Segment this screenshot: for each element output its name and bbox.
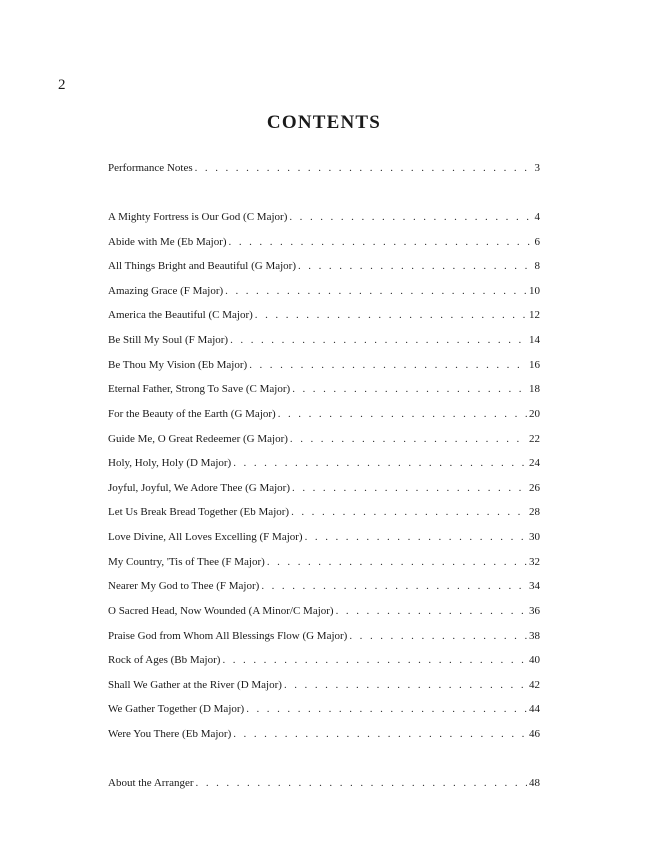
- toc-entry: [108, 333, 540, 347]
- toc-entry-title: My Country, 'Tis of Thee (F Major): [108, 555, 265, 568]
- toc-entry-page: 34: [529, 580, 540, 593]
- toc-entry-page: 18: [529, 383, 540, 396]
- dot-leader: [195, 161, 533, 175]
- toc-entry-title: All Things Bright and Beautiful (G Major): [108, 260, 296, 273]
- toc-entry: [108, 505, 540, 519]
- dot-leader: [336, 604, 527, 618]
- toc-entry-title: About the Arranger: [108, 777, 194, 789]
- toc-entry-title: Joyful, Joyful, We Adore Thee (G Major): [108, 481, 291, 494]
- toc-entry-page: 10: [529, 284, 540, 297]
- toc-entry-page: 6: [534, 235, 540, 248]
- dot-leader: [233, 727, 527, 741]
- toc-entry: [108, 161, 540, 175]
- toc-entry: [108, 776, 540, 790]
- toc-entry-title: Amazing Grace (F Major): [108, 284, 224, 297]
- dot-leader: [255, 308, 527, 322]
- toc-entry-page: 24: [529, 457, 540, 470]
- toc-entry: [108, 727, 540, 741]
- toc-entry: [108, 456, 540, 470]
- toc-entry-title: We Gather Together (D Major): [108, 703, 245, 716]
- toc-entry-page: 8: [534, 260, 540, 273]
- toc-entry-title: A Mighty Fortress is Our God (C Major): [108, 211, 288, 223]
- toc-entry-title: O Sacred Head, Now Wounded (A Minor/C Major): [108, 604, 334, 617]
- toc-entry-title: Love Divine, All Loves Excelling (F Major): [108, 531, 303, 544]
- toc-entry-title: America the Beautiful (C Major): [108, 309, 253, 322]
- toc-entry: [108, 579, 540, 593]
- dot-leader: [246, 702, 527, 716]
- toc-entry-page: 28: [529, 506, 540, 519]
- dot-leader: [298, 259, 533, 273]
- toc-entry: [108, 530, 540, 544]
- toc-entry-page: 14: [529, 334, 540, 347]
- toc-entry-title: Nearer My God to Thee (F Major): [108, 580, 260, 593]
- toc-entry: [108, 481, 540, 495]
- dot-leader: [349, 629, 527, 643]
- toc-entry-title: Abide with Me (Eb Major): [108, 235, 227, 248]
- toc-entry-page: 22: [529, 432, 540, 445]
- dot-leader: [284, 678, 527, 692]
- dot-leader: [291, 505, 527, 519]
- toc-entry: [108, 284, 540, 298]
- toc-entry: [108, 678, 540, 692]
- toc-entry-page: 46: [529, 728, 540, 741]
- toc-entry-page: 26: [529, 481, 540, 494]
- dot-leader: [225, 284, 527, 298]
- toc-entry-page: 38: [529, 629, 540, 642]
- page-title: CONTENTS: [266, 112, 382, 133]
- toc-entry-title: Shall We Gather at the River (D Major): [108, 678, 282, 691]
- toc-entry-page: 36: [529, 604, 540, 617]
- dot-leader: [196, 776, 527, 790]
- toc-entry-page: 32: [529, 555, 540, 568]
- page-number: 2: [58, 77, 66, 93]
- toc-entry: [108, 210, 540, 224]
- toc-entry: [108, 407, 540, 421]
- dot-leader: [261, 579, 527, 593]
- dot-leader: [292, 481, 527, 495]
- toc-entry-title: Guide Me, O Great Redeemer (G Major): [108, 432, 288, 445]
- toc-entry-page: 12: [529, 309, 540, 322]
- toc-entry-title: Performance Notes: [108, 162, 193, 174]
- toc-entry: [108, 555, 540, 569]
- toc-entry-page: 48: [529, 777, 540, 789]
- dot-leader: [292, 382, 527, 396]
- toc-entry-title: Eternal Father, Strong To Save (C Major): [108, 383, 291, 396]
- toc-entry-title: Praise God from Whom All Blessings Flow (G Major): [108, 629, 348, 642]
- toc-entry-title: Were You There (Eb Major): [108, 728, 232, 741]
- toc-entry-page: 20: [529, 407, 540, 420]
- toc-entry-page: 44: [529, 703, 540, 716]
- dot-leader: [230, 333, 527, 347]
- dot-leader: [289, 210, 532, 224]
- toc-entry: [108, 382, 540, 396]
- toc-entry-page: 40: [529, 654, 540, 667]
- toc-entry-page: 16: [529, 358, 540, 371]
- toc-entry: [108, 259, 540, 273]
- dot-leader: [290, 432, 527, 446]
- toc-entry-page: 4: [534, 211, 540, 223]
- toc-entry-page: 42: [529, 678, 540, 691]
- dot-leader: [233, 456, 527, 470]
- toc-entry-page: 3: [534, 162, 540, 174]
- toc-entry-title: For the Beauty of the Earth (G Major): [108, 407, 276, 420]
- toc-entry: [108, 629, 540, 643]
- toc-entry: [108, 604, 540, 618]
- dot-leader: [222, 653, 527, 667]
- toc-entry-title: Rock of Ages (Bb Major): [108, 654, 221, 667]
- toc-entry-page: 30: [529, 531, 540, 544]
- toc-entry: [108, 358, 540, 372]
- toc-entry-title: Be Still My Soul (F Major): [108, 334, 229, 347]
- toc-entry: [108, 653, 540, 667]
- toc-entry: [108, 308, 540, 322]
- toc-entry-title: Be Thou My Vision (Eb Major): [108, 358, 248, 371]
- dot-leader: [267, 555, 527, 569]
- toc-entry: [108, 235, 540, 249]
- toc-entry: [108, 702, 540, 716]
- dot-leader: [249, 358, 527, 372]
- toc-entry: [108, 432, 540, 446]
- dot-leader: [278, 407, 527, 421]
- toc-entry-title: Holy, Holy, Holy (D Major): [108, 457, 232, 470]
- dot-leader: [305, 530, 527, 544]
- dot-leader: [229, 235, 533, 249]
- toc-entry-title: Let Us Break Bread Together (Eb Major): [108, 506, 290, 519]
